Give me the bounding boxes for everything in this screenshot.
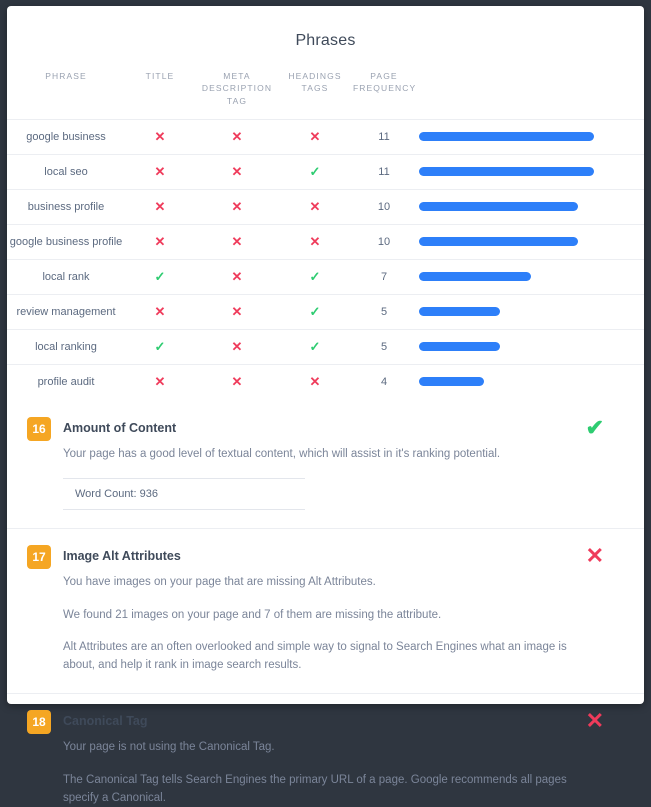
cell-headings [279, 224, 351, 259]
cell-frequency-bar [417, 154, 644, 189]
table-row [7, 364, 644, 399]
check-icon: ✓ [309, 303, 321, 319]
cell-title [125, 259, 195, 294]
cell-title [125, 189, 195, 224]
cell-title [125, 119, 195, 154]
cross-icon: ✕ [154, 303, 166, 319]
cell-frequency-bar [417, 364, 644, 399]
column-header-meta-description-tag: META DESCRIPTION TAG [201, 71, 273, 106]
cell-meta [195, 364, 279, 399]
cell-meta [195, 119, 279, 154]
cell-frequency-bar [417, 119, 644, 154]
cell-phrase: profile audit [7, 364, 125, 399]
check-description: Your page has a good level of textual content, which will assist in it's ranking potential. [63, 447, 501, 460]
table-row [7, 329, 644, 364]
divider [7, 528, 644, 529]
report-card [7, 6, 644, 804]
check-icon: ✓ [309, 338, 321, 354]
cross-icon: ✕ [154, 373, 166, 389]
table-row [7, 259, 644, 294]
cross-icon: ✕ [231, 338, 243, 354]
cross-icon: ✕ [154, 128, 166, 144]
cell-meta [195, 294, 279, 329]
check-description: You have images on your page that are missing Alt Attributes. [63, 575, 376, 588]
cell-headings [279, 259, 351, 294]
cell-headings [279, 189, 351, 224]
cell-phrase: google business profile [7, 224, 125, 259]
cell-frequency: 10 [351, 189, 417, 224]
table-row [7, 189, 644, 224]
cell-frequency-bar [417, 294, 644, 329]
cell-phrase: local rank [7, 259, 125, 294]
check-item [7, 542, 644, 675]
check-title: Image Alt Attributes [63, 548, 181, 563]
cross-icon: ✕ [231, 163, 243, 179]
cell-phrase: review management [7, 294, 125, 329]
check-icon: ✓ [309, 268, 321, 284]
check-icon: ✔ [585, 414, 604, 440]
frequency-bar [419, 202, 578, 211]
check-title: Amount of Content [63, 420, 177, 435]
cross-icon: ✕ [231, 373, 243, 389]
cross-icon: ✕ [585, 542, 604, 568]
cell-meta [195, 224, 279, 259]
cross-icon: ✕ [231, 303, 243, 319]
cell-frequency-bar [417, 189, 644, 224]
cell-meta [195, 154, 279, 189]
page-title: Phrases [295, 32, 356, 49]
cell-frequency: 11 [351, 154, 417, 189]
check-item [7, 414, 644, 510]
frequency-bar [419, 307, 500, 316]
check-icon: ✓ [154, 338, 166, 354]
frequency-bar [419, 342, 500, 351]
check-note: We found 21 images on your page and 7 of them are missing the attribute. [63, 608, 442, 621]
cell-frequency: 5 [351, 329, 417, 364]
check-title: Canonical Tag [63, 713, 148, 728]
cell-frequency-bar [417, 329, 644, 364]
cross-icon: ✕ [231, 198, 243, 214]
cross-icon: ✕ [154, 198, 166, 214]
check-icon: ✓ [154, 268, 166, 284]
cross-icon: ✕ [585, 707, 604, 733]
cell-frequency: 5 [351, 294, 417, 329]
cell-headings [279, 294, 351, 329]
cell-title [125, 364, 195, 399]
table-row [7, 294, 644, 329]
cell-headings [279, 364, 351, 399]
cross-icon: ✕ [231, 128, 243, 144]
checks-list [7, 414, 644, 807]
cross-icon: ✕ [231, 233, 243, 249]
cell-frequency: 4 [351, 364, 417, 399]
cell-phrase: local ranking [7, 329, 125, 364]
cell-frequency: 10 [351, 224, 417, 259]
cross-icon: ✕ [231, 268, 243, 284]
column-header-phrase: PHRASE [45, 71, 87, 81]
phrases-table [7, 66, 644, 399]
check-icon: ✓ [309, 163, 321, 179]
frequency-bar [419, 272, 531, 281]
table-row [7, 119, 644, 154]
frequency-bar [419, 132, 594, 141]
cross-icon: ✕ [309, 233, 321, 249]
check-description: Your page is not using the Canonical Tag. [63, 740, 275, 753]
column-header-headings-tags: HEADINGS TAGS [288, 71, 342, 94]
check-note: Alt Attributes are an often overlooked and simple way to signal to Search Engines what an image is about, and help it rank in image search results. [63, 640, 567, 672]
check-number-badge: 18 [27, 710, 51, 734]
cell-frequency-bar [417, 259, 644, 294]
phrases-table-body [7, 119, 644, 399]
table-row [7, 224, 644, 259]
cell-headings [279, 154, 351, 189]
check-number-badge: 16 [27, 417, 51, 441]
cross-icon: ✕ [154, 233, 166, 249]
check-note: The Canonical Tag tells Search Engines the primary URL of a page. Google recommends all pages specify a Canonical. [63, 773, 567, 804]
cell-phrase: business profile [7, 189, 125, 224]
check-number-badge: 17 [27, 545, 51, 569]
cross-icon: ✕ [309, 128, 321, 144]
cell-phrase: google business [7, 119, 125, 154]
cell-meta [195, 329, 279, 364]
cell-meta [195, 189, 279, 224]
cell-title [125, 154, 195, 189]
cell-title [125, 329, 195, 364]
cross-icon: ✕ [154, 163, 166, 179]
word-count-value: Word Count: 936 [63, 478, 305, 510]
cell-frequency: 7 [351, 259, 417, 294]
cell-title [125, 294, 195, 329]
column-header-title: TITLE [145, 71, 175, 81]
table-header-row [7, 66, 644, 119]
frequency-bar [419, 237, 578, 246]
check-item [7, 707, 644, 807]
cell-headings [279, 119, 351, 154]
frequency-bar [419, 167, 594, 176]
cell-meta [195, 259, 279, 294]
table-row [7, 154, 644, 189]
cell-phrase: local seo [7, 154, 125, 189]
cross-icon: ✕ [309, 198, 321, 214]
cell-title [125, 224, 195, 259]
column-header-frequency-bar [417, 66, 644, 119]
cell-frequency: 11 [351, 119, 417, 154]
divider [7, 693, 644, 694]
column-header-page-frequency: PAGE FREQUENCY [353, 71, 417, 94]
cell-frequency-bar [417, 224, 644, 259]
frequency-bar [419, 377, 484, 386]
cell-headings [279, 329, 351, 364]
cross-icon: ✕ [309, 373, 321, 389]
